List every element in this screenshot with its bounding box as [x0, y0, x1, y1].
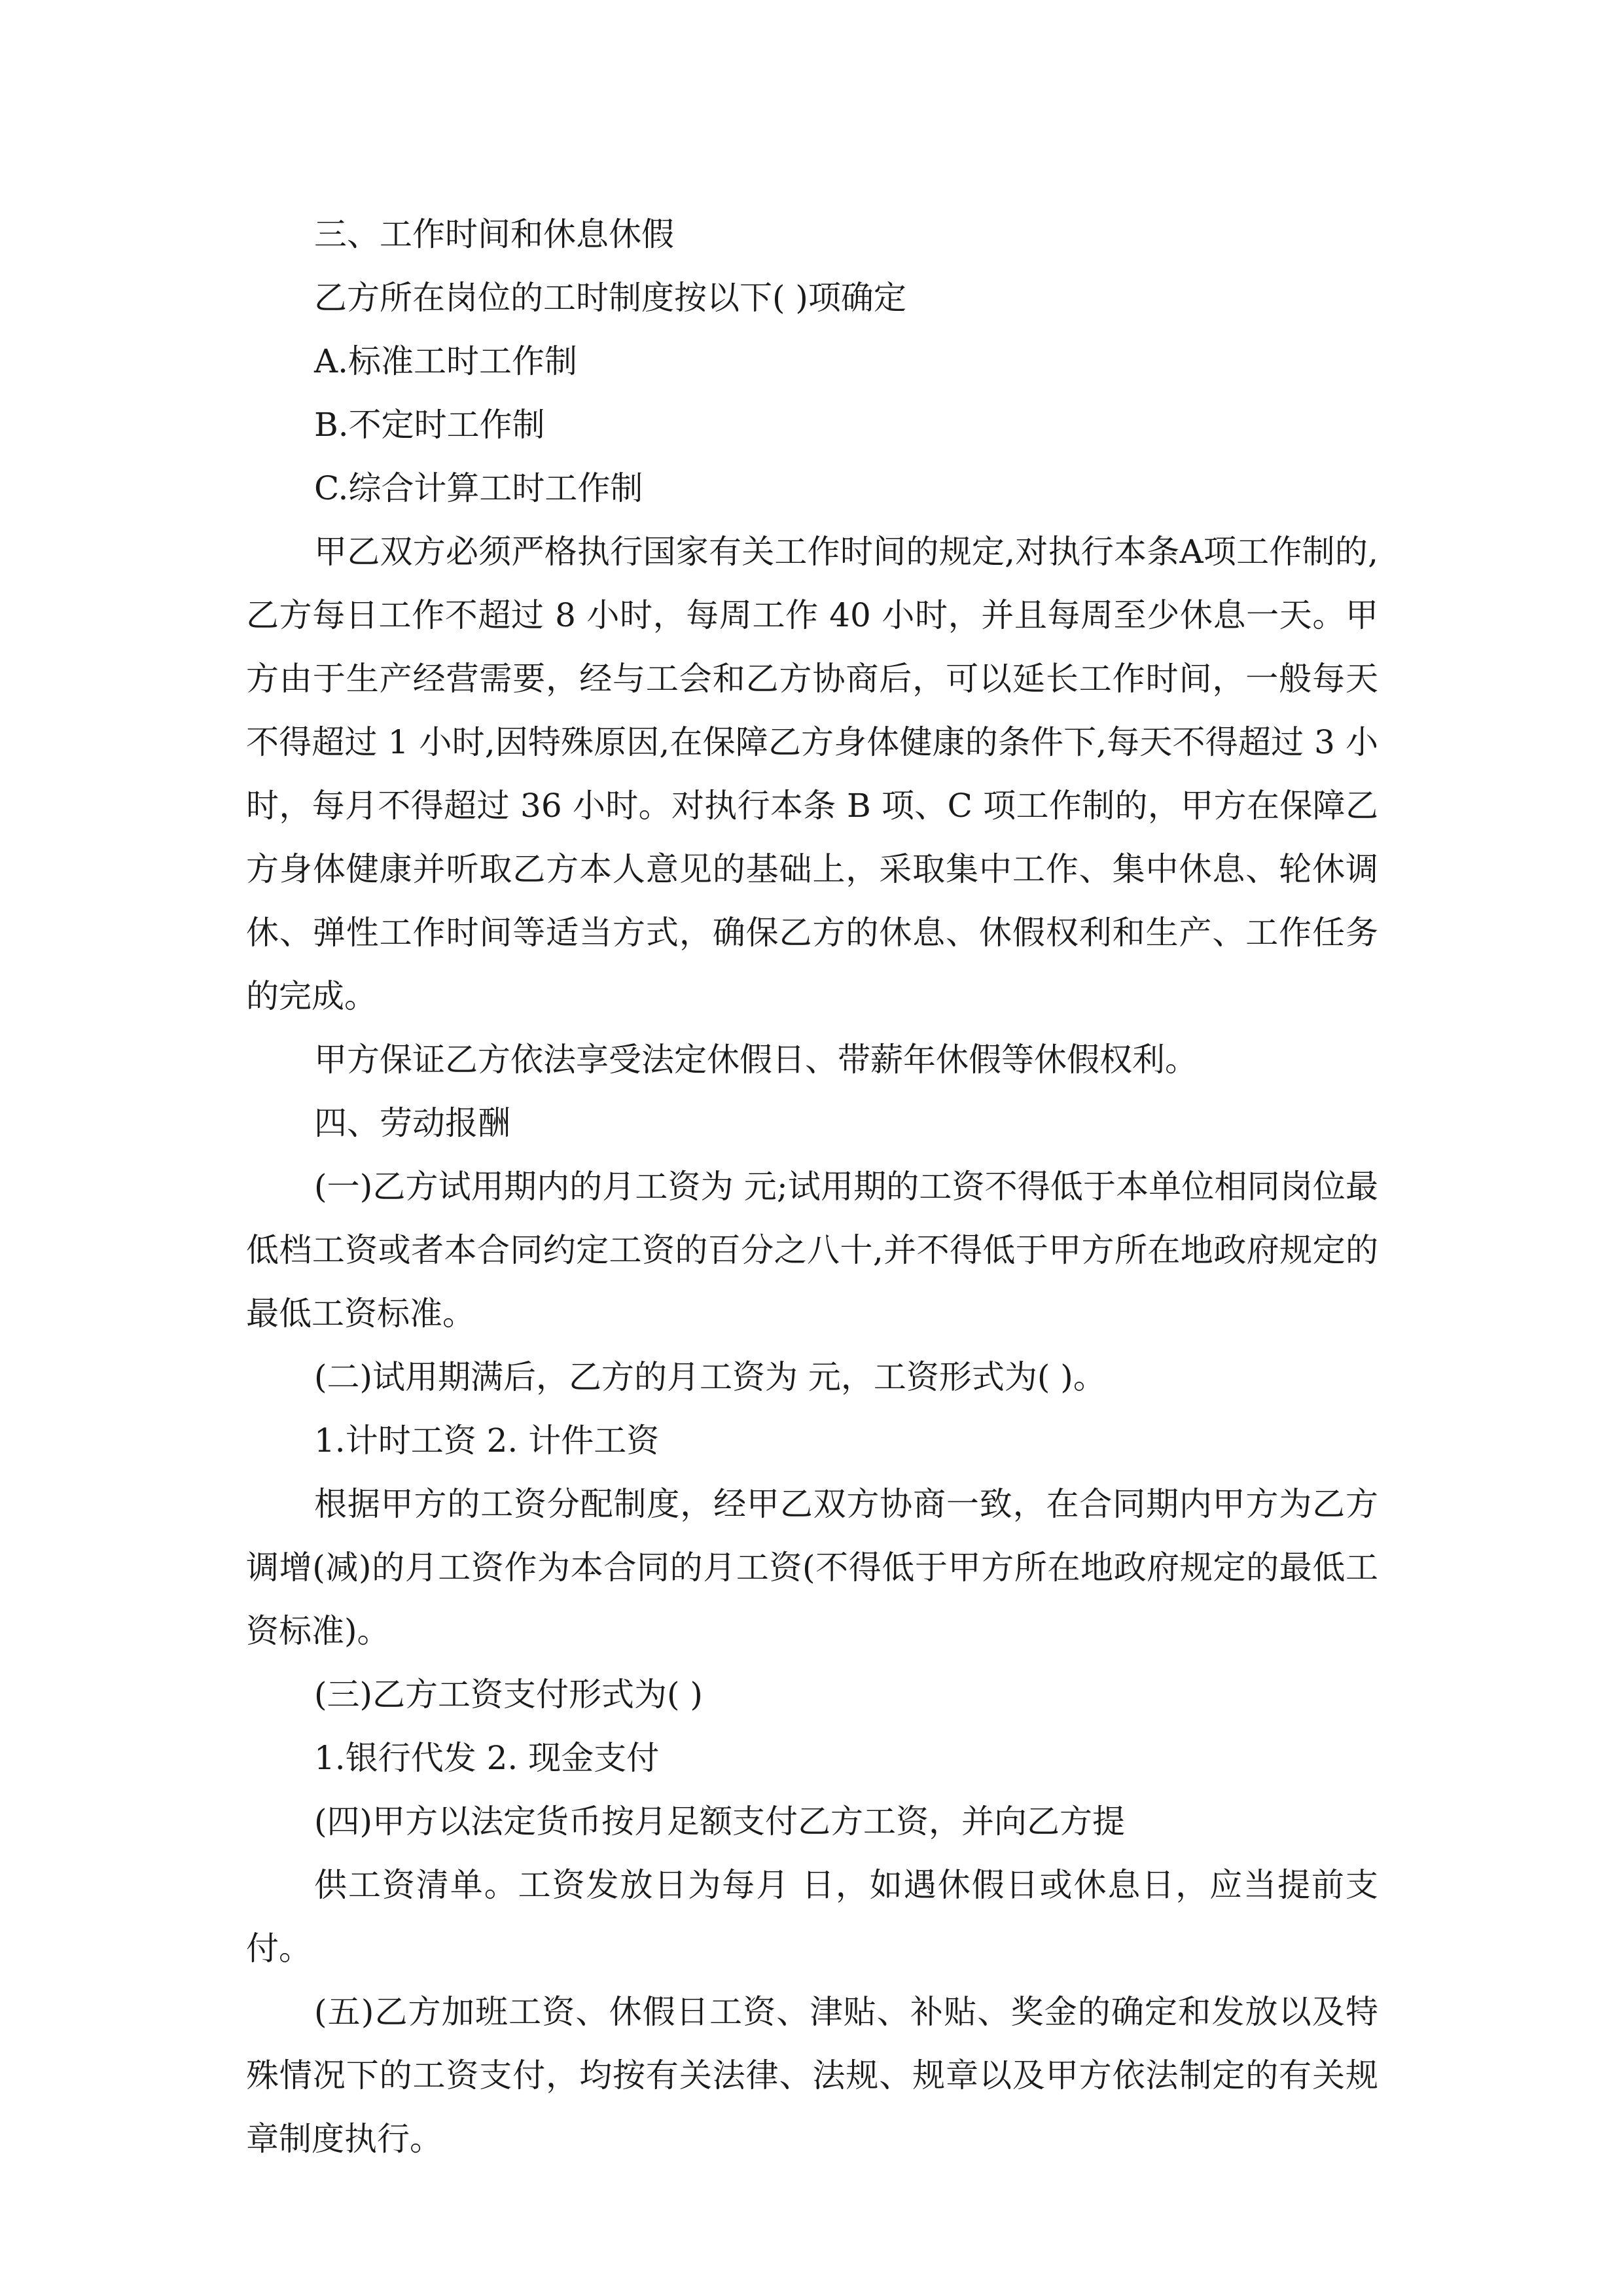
paragraph-overtime-allowances: (五)乙方加班工资、休假日工资、津贴、补贴、奖金的确定和发放以及特殊情况下的工资支付，均按有关法律、法规、规章以及甲方依法制定的有关规章制度执行。	[246, 1993, 1378, 2158]
option-salary-form: 1.计时工资 2. 计件工资	[314, 1422, 660, 1460]
option-c-comprehensive-hours: C.综合计算工时工作制	[314, 469, 643, 507]
paragraph-working-time-rules: 甲乙双方必须严格执行国家有关工作时间的规定,对执行本条A项工作制的,乙方每日工作不超过 8 小时，每周工作 40 小时，并且每周至少休息一天。甲方由于生产经营需要，经与工会和乙方协商后，可以延长工作时间，一般每天不得超过 1 小时,因特殊原因,在保障乙方身体健康的条件下,每天不得超过 3 小时，每月不得超过 36 小时。对执行本条 B 项、C 项工作制的，甲方在保障乙方身体健康并听取乙方本人意见的基础上，采取集中工作、集中休息、轮休调休、弹性工作时间等适当方式，确保乙方的休息、休假权利和生产、工作任务的完成。	[246, 533, 1378, 1015]
option-b-flexible-hours: B.不定时工作制	[314, 406, 545, 444]
section-heading-work-hours: 三、工作时间和休息休假	[314, 215, 674, 253]
paragraph-work-hour-system: 乙方所在岗位的工时制度按以下( )项确定	[314, 279, 906, 317]
paragraph-payslip-payday: 供工资清单。工资发放日为每月 日，如遇休假日或休息日，应当提前支付。	[246, 1866, 1378, 1967]
paragraph-probation-salary: (一)乙方试用期内的月工资为 元;试用期的工资不得低于本单位相同岗位最低档工资或者本合同约定工资的百分之八十,并不得低于甲方所在地政府规定的最低工资标准。	[246, 1168, 1378, 1333]
paragraph-legal-currency: (四)甲方以法定货币按月足额支付乙方工资，并向乙方提	[314, 1803, 1126, 1840]
section-heading-remuneration: 四、劳动报酬	[314, 1104, 510, 1142]
option-a-standard-hours: A.标准工时工作制	[314, 342, 578, 380]
paragraph-payment-form: (三)乙方工资支付形式为( )	[314, 1676, 703, 1713]
paragraph-salary-adjustment: 根据甲方的工资分配制度，经甲乙双方协商一致，在合同期内甲方为乙方调增(减)的月工资作为本合同的月工资(不得低于甲方所在地政府规定的最低工资标准)。	[246, 1485, 1378, 1650]
option-payment-method: 1.银行代发 2. 现金支付	[314, 1739, 660, 1777]
paragraph-post-probation-salary: (二)试用期满后，乙方的月工资为 元，工资形式为( )。	[314, 1358, 1106, 1396]
paragraph-statutory-holidays: 甲方保证乙方依法享受法定休假日、带薪年休假等休假权利。	[314, 1041, 1198, 1079]
document-body	[246, 203, 1378, 2171]
